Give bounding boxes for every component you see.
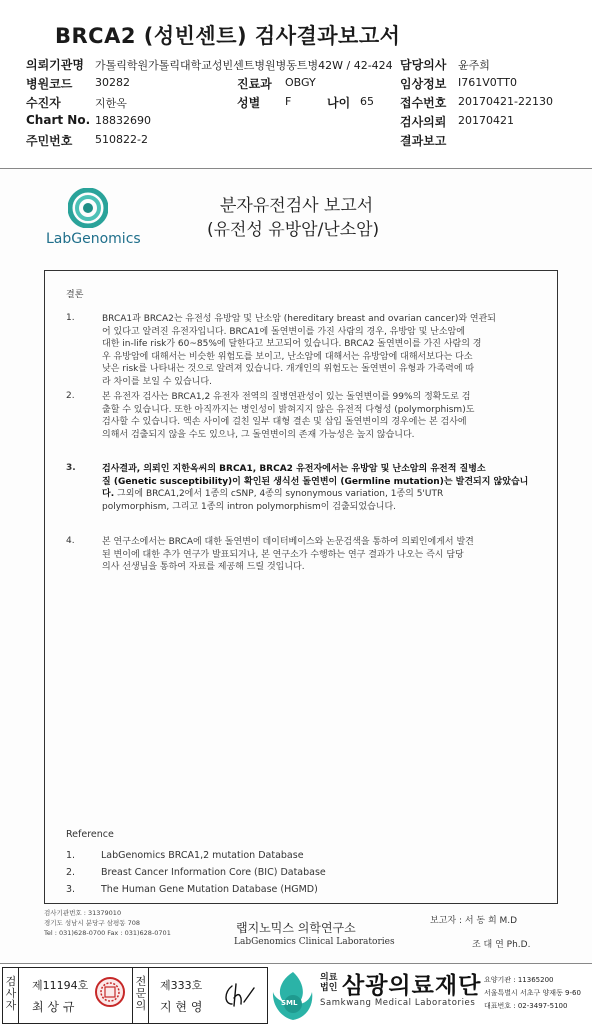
value-department: OBGY xyxy=(285,76,316,89)
org-type: 의료 법인 xyxy=(320,973,338,993)
label-age: 나이 xyxy=(327,96,351,110)
label-department: 진료과 xyxy=(237,77,272,91)
reporter-2: 조 대 연 Ph.D. xyxy=(472,940,531,950)
lab-name-korean: 랩지노믹스 의학연구소 xyxy=(236,921,356,935)
report-title: BRCA2 (성빈센트) 검사결과보고서 xyxy=(55,24,401,48)
signature-icon xyxy=(220,980,260,1010)
label-chart-no: Chart No. xyxy=(26,113,91,127)
item-number: 1. xyxy=(66,313,75,323)
value-clinical-info: I761V0TT0 xyxy=(458,76,518,89)
value-sex: F xyxy=(285,95,292,108)
header-right-labels xyxy=(400,56,460,151)
tester-name: 최 상 규 xyxy=(32,1000,75,1014)
reviewer-label: 전문의 xyxy=(135,975,147,1012)
label-resident-no: 주민번호 xyxy=(26,134,73,148)
value-accession-no: 20170421-22130 xyxy=(458,95,553,108)
reference-number: 3. xyxy=(66,884,76,895)
tester-license-no: 제11194호 xyxy=(32,979,89,992)
tester-label: 검사자 xyxy=(5,975,17,1012)
item-number: 4. xyxy=(66,536,75,546)
label-doctor: 담당의사 xyxy=(400,58,447,72)
tester-seal-icon xyxy=(94,976,126,1008)
label-report-date: 결과보고 xyxy=(400,134,447,148)
value-age: 65 xyxy=(360,95,374,108)
item-number: 2. xyxy=(66,391,75,401)
label-accession-no: 접수번호 xyxy=(400,96,447,110)
item-number: 3. xyxy=(66,463,76,473)
value-hospital-code: 30282 xyxy=(95,76,130,89)
org-name-english: Samkwang Medical Laboratories xyxy=(320,998,476,1008)
reference-item: The Human Gene Mutation Database (HGMD) xyxy=(101,884,318,895)
divider xyxy=(18,967,19,1023)
lab-name-english: LabGenomics Clinical Laboratories xyxy=(234,937,395,947)
org-name: 삼광의료재단 xyxy=(342,973,482,999)
divider xyxy=(148,967,149,1023)
value-ward: 병동트병42W / 42-424 xyxy=(275,59,393,72)
value-resident-no: 510822-2 xyxy=(95,133,148,146)
reference-item: Breast Cancer Information Core (BIC) Database xyxy=(101,867,326,878)
reviewer-license-no: 제333호 xyxy=(160,979,203,992)
conclusion-item-3: 검사결과, 의뢰인 지한옥씨의 BRCA1, BRCA2 유전자에서는 유방암 및 난소암의 유전적 질병소 질 (Genetic susceptibility)이 확인된 생식선 돌연변이 (Germline mutation)는 발견되지 않았습니 다. 그외에 BRCA1,2에서 1종의 cSNP, 4종의 synonymous variation, 1종의 5'UTR polymorphism, 그리고 1종의 intron polymorphism이 검출되었습니다. xyxy=(102,464,529,512)
reference-item: LabGenomics BRCA1,2 mutation Database xyxy=(101,850,304,861)
reporter-1: 보고자 : 서 동 희 M.D xyxy=(430,916,518,926)
label-institution: 의뢰기관명 xyxy=(26,58,84,72)
header-left-labels xyxy=(26,56,106,151)
org-info: 요양기관 : 11365200 서울특별시 서초구 양재동 9-60 대표번호 : 02-3497-5100 xyxy=(484,976,581,1010)
labgenomics-logo-icon xyxy=(68,188,108,228)
label-hospital-code: 병원코드 xyxy=(26,77,73,91)
conclusion-item-4: 본 연구소에서는 BRCA에 대한 돌연변이 데이터베이스와 논문검색을 통하여 의뢰인에게서 발견 된 변이에 대한 추가 연구가 발표되거나, 본 연구소가 수행하는 연구 결과가 나오는 즉시 담당 의사 선생님을 통하여 자료를 제공해 드릴 것입니다. xyxy=(102,537,474,572)
sml-logo-icon xyxy=(270,970,316,1022)
value-chart-no: 18832690 xyxy=(95,114,151,127)
lab-address: 검사기관번호 : 31379010 경기도 성남시 분당구 삼평동 708 Tel : 031)628-0700 Fax : 031)628-0701 xyxy=(44,909,171,937)
labgenomics-logo-text: LabGenomics xyxy=(46,231,141,247)
value-doctor: 윤주희 xyxy=(458,59,490,72)
reference-number: 2. xyxy=(66,867,76,878)
conclusion-label: 결론 xyxy=(66,290,84,300)
conclusion-item-2: 본 유전자 검사는 BRCA1,2 유전자 전역의 질병연관성이 있는 돌연변이를 99%의 정확도로 검 출할 수 있습니다. 또한 아직까지는 병인성이 밝혀지지 않은 유전적 다형성 (polymorphism)도 검사할 수 있습니다. 엑손 사이에 걸친 일부 대형 결손 및 삽입 돌연변이의 경우에는 본 검사에 의해서 검출되지 않을 수도 있으나, 그 돌연변이의 존재 가능성은 높지 않습니다. xyxy=(102,392,475,440)
value-report-date xyxy=(458,133,588,152)
reference-number: 1. xyxy=(66,850,76,861)
label-patient: 수진자 xyxy=(26,96,61,110)
label-sex: 성별 xyxy=(237,96,261,110)
value-patient: 지한옥 xyxy=(95,97,127,110)
divider xyxy=(132,967,133,1023)
report-heading: 분자유전검사 보고서 xyxy=(220,196,374,216)
value-institution: 가톨릭학원가톨릭대학교성빈센트병원병동트병42W / 42-424 xyxy=(95,59,393,72)
label-request-date: 검사의뢰 xyxy=(400,115,447,129)
report-subheading: (유전성 유방암/난소암) xyxy=(207,220,380,240)
conclusion-item-1: BRCA1과 BRCA2는 유전성 유방암 및 난소암 (hereditary breast and ovarian cancer)와 연관되 어 있다고 알려진 유전자입니다. BRCA1에 돌연변이를 가진 사람의 경우, 유방암 및 난소암에 대한 in-life risk가 60~85%에 달한다고 보고되어 있습니다. BRCA2 돌연변이를 가진 사람의 경 우 유방암에 대해서는 비슷한 위험도를 보이고, 난소암에 대해서는 유방암에 대해서보다는 다소 낮은 risk를 나타내는 것으로 알려져 있습니다. 개개인의 위험도는 돌연변이 유형과 가족력에 따 라 차이를 보일 수 있습니다. xyxy=(102,314,496,387)
header-right-values xyxy=(458,57,588,152)
reviewer-name: 지 현 영 xyxy=(160,1000,203,1014)
value-request-date: 20170421 xyxy=(458,114,514,127)
reference-label: Reference xyxy=(66,829,114,840)
label-clinical-info: 임상정보 xyxy=(400,77,447,91)
sml-logo-text: SML xyxy=(281,999,298,1007)
